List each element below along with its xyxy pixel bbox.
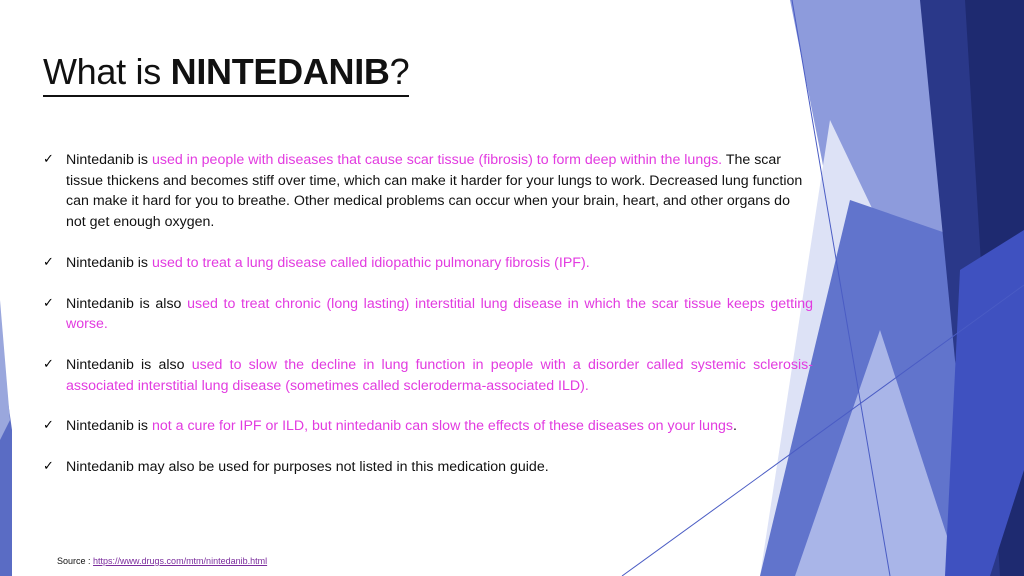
bullet-text: Nintedanib is xyxy=(66,418,152,435)
list-item xyxy=(43,355,813,396)
bullet-text: Nintedanib is xyxy=(66,254,152,271)
bullet-highlight: used to treat chronic (long lasting) interstitial lung disease in which the scar tissue keeps getting worse. xyxy=(66,295,813,333)
bullet-list xyxy=(43,150,813,498)
bullet-highlight: used to slow the decline in lung function in people with a disorder called systemic sclerosis-associated interstitial lung disease (sometimes called scleroderma-associated ILD). xyxy=(66,356,813,394)
list-item xyxy=(43,150,813,233)
checkmark-icon: ✓ xyxy=(43,295,54,311)
checkmark-icon: ✓ xyxy=(43,152,54,167)
checkmark-icon: ✓ xyxy=(43,459,54,475)
list-item xyxy=(43,457,813,478)
left-edge-shape-light xyxy=(0,300,10,440)
bullet-text-after: . xyxy=(732,418,737,435)
bullet-highlight: used to treat a lung disease called idiopathic pulmonary fibrosis (IPF). xyxy=(151,254,590,271)
bullet-text: Nintedanib is also xyxy=(66,356,192,373)
bullet-text: Nintedanib is also xyxy=(66,295,188,312)
bullet-text-after: The scar tissue thickens and becomes stiff over time, which can make it harder for your lungs to work. Decreased lung function can make it hard for you to breathe. Other medical problems can occur when your brain, heart, and other organs do not get enough oxygen. xyxy=(66,152,803,231)
slide-title xyxy=(43,50,409,97)
bullet-text: Nintedanib may also be used for purposes not listed in this medication guide. xyxy=(66,459,549,476)
list-item xyxy=(43,416,813,437)
list-item xyxy=(43,294,813,335)
checkmark-icon: ✓ xyxy=(43,418,54,434)
list-item xyxy=(43,253,813,274)
checkmark-icon: ✓ xyxy=(43,356,54,372)
title-suffix: ? xyxy=(389,51,410,92)
bullet-highlight: used in people with diseases that cause scar tissue (fibrosis) to form deep within the lungs. xyxy=(151,152,723,168)
checkmark-icon: ✓ xyxy=(43,254,54,270)
source-label: Source : xyxy=(57,556,94,566)
source-citation xyxy=(57,556,267,566)
title-bold: NINTEDANIB xyxy=(170,51,390,92)
bullet-highlight: not a cure for IPF or ILD, but nintedanib can slow the effects of these diseases on your lungs xyxy=(151,418,733,435)
title-prefix: What is xyxy=(43,51,171,92)
bullet-text: Nintedanib is xyxy=(66,152,152,168)
source-link[interactable]: https://www.drugs.com/mtm/nintedanib.html xyxy=(93,556,268,566)
